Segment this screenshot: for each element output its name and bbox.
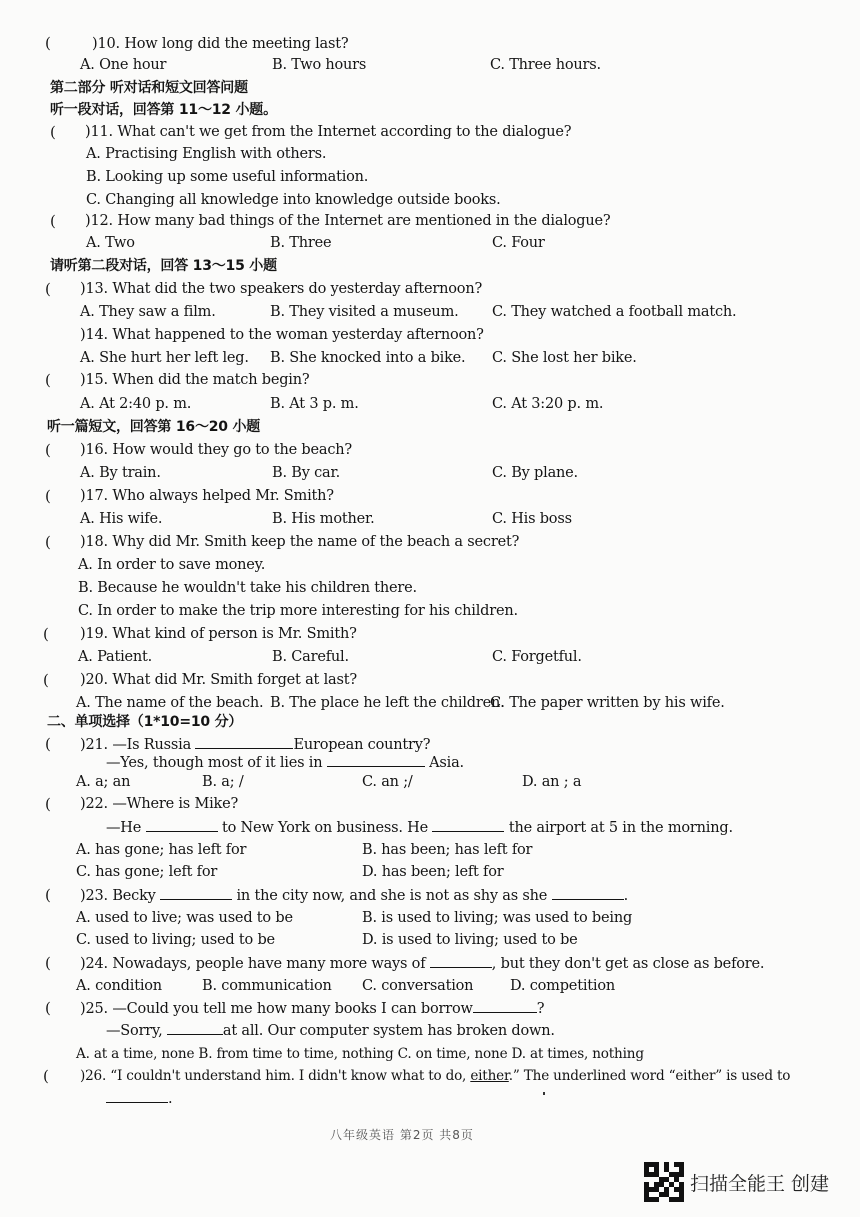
answer-paren[interactable]: ( <box>50 123 56 141</box>
q12-option-c[interactable]: C. Four <box>492 235 545 251</box>
q11-option-a[interactable]: A. Practising English with others. <box>86 146 327 162</box>
answer-paren[interactable]: ( <box>45 280 51 298</box>
question-17-stem: )17. Who always helped Mr. Smith? <box>80 488 334 504</box>
q13-option-a[interactable]: A. They saw a film. <box>80 304 216 320</box>
question-10-stem: )10. How long did the meeting last? <box>92 36 349 52</box>
q13-option-b[interactable]: B. They visited a museum. <box>270 304 459 320</box>
question-26-continuation: . <box>106 1089 172 1108</box>
qr-code-icon <box>644 1162 684 1202</box>
question-23-stem: )23. Becky in the city now, and she is not as shy as she . <box>80 888 628 904</box>
q24-option-d[interactable]: D. competition <box>510 978 615 994</box>
q16-option-c[interactable]: C. By plane. <box>492 465 578 481</box>
answer-paren[interactable]: ( <box>45 735 51 753</box>
answer-paren[interactable]: ( <box>45 954 51 972</box>
q13-option-c[interactable]: C. They watched a football match. <box>492 304 737 320</box>
q10-option-b[interactable]: B. Two hours <box>272 57 367 73</box>
q20-option-a[interactable]: A. The name of the beach. <box>76 695 264 711</box>
q24-option-a[interactable]: A. condition <box>76 978 162 994</box>
q21-option-a[interactable]: A. a; an <box>76 774 131 790</box>
question-15-stem: )15. When did the match begin? <box>80 372 310 388</box>
watermark-text: 扫描全能王 创建 <box>690 1172 830 1195</box>
q22-option-b[interactable]: B. has been; has left for <box>362 842 533 858</box>
q10-option-a[interactable]: A. One hour <box>80 57 167 73</box>
question-14-stem: )14. What happened to the woman yesterday afternoon? <box>80 327 484 343</box>
q20-option-b[interactable]: B. The place he left the children. <box>270 695 505 711</box>
answer-blank[interactable] <box>167 1021 223 1035</box>
q15-option-b[interactable]: B. At 3 p. m. <box>270 396 359 412</box>
q18-option-a[interactable]: A. In order to save money. <box>78 557 266 573</box>
question-22-reply: —He to New York on business. He the airport at 5 in the morning. <box>106 820 733 836</box>
answer-paren[interactable]: ( <box>45 533 51 551</box>
q25-options[interactable]: A. at a time, none B. from time to time, nothing C. on time, none D. at times, nothing <box>76 1046 644 1062</box>
question-16-stem: )16. How would they go to the beach? <box>80 442 352 458</box>
stray-mark <box>543 1092 545 1095</box>
q15-option-c[interactable]: C. At 3:20 p. m. <box>492 396 604 412</box>
answer-blank[interactable] <box>160 886 232 900</box>
q22-option-a[interactable]: A. has gone; has left for <box>76 842 247 858</box>
answer-blank[interactable] <box>552 886 624 900</box>
q22-option-d[interactable]: D. has been; left for <box>362 864 504 880</box>
q19-option-c[interactable]: C. Forgetful. <box>492 649 582 665</box>
question-26-stem: )26. “I couldn't understand him. I didn't know what to do, either.” The underlined word “either” is used to <box>80 1068 791 1084</box>
q16-option-b[interactable]: B. By car. <box>272 465 341 481</box>
q19-option-a[interactable]: A. Patient. <box>78 649 153 665</box>
answer-blank[interactable] <box>327 753 425 767</box>
answer-blank[interactable] <box>146 818 218 832</box>
q22-option-c[interactable]: C. has gone; left for <box>76 864 218 880</box>
section-heading-part3: 二、单项选择（1*10=10 分） <box>47 714 243 730</box>
q21-option-d[interactable]: D. an ; a <box>522 774 582 790</box>
question-21-reply: —Yes, though most of it lies in Asia. <box>106 755 464 771</box>
question-18-stem: )18. Why did Mr. Smith keep the name of the beach a secret? <box>80 534 520 550</box>
answer-blank[interactable] <box>473 999 537 1013</box>
q21-option-c[interactable]: C. an ;/ <box>362 774 413 790</box>
q15-option-a[interactable]: A. At 2:40 p. m. <box>80 396 192 412</box>
q12-option-a[interactable]: A. Two <box>86 235 135 251</box>
answer-paren[interactable]: ( <box>45 886 51 904</box>
underlined-word: either <box>470 1068 509 1084</box>
question-19-stem: )19. What kind of person is Mr. Smith? <box>80 626 357 642</box>
answer-blank[interactable] <box>432 818 504 832</box>
q18-option-b[interactable]: B. Because he wouldn't take his children there. <box>78 580 417 596</box>
q24-option-c[interactable]: C. conversation <box>362 978 474 994</box>
q20-option-c[interactable]: C. The paper written by his wife. <box>490 695 725 711</box>
question-25-stem: )25. —Could you tell me how many books I can borrow ? <box>80 1001 545 1017</box>
q17-option-a[interactable]: A. His wife. <box>80 511 163 527</box>
q23-option-a[interactable]: A. used to live; was used to be <box>76 910 293 926</box>
q17-option-c[interactable]: C. His boss <box>492 511 572 527</box>
answer-paren[interactable]: ( <box>43 1067 49 1085</box>
question-13-stem: )13. What did the two speakers do yesterday afternoon? <box>80 281 483 297</box>
question-25-reply: —Sorry, at all. Our computer system has broken down. <box>106 1023 555 1039</box>
q18-option-c[interactable]: C. In order to make the trip more interesting for his children. <box>78 603 518 619</box>
answer-paren[interactable]: ( <box>45 34 51 52</box>
question-21-stem: )21. —Is Russia European country? <box>80 737 431 753</box>
q19-option-b[interactable]: B. Careful. <box>272 649 349 665</box>
answer-paren[interactable]: ( <box>45 441 51 459</box>
q23-option-b[interactable]: B. is used to living; was used to being <box>362 910 633 926</box>
q14-option-c[interactable]: C. She lost her bike. <box>492 350 637 366</box>
question-20-stem: )20. What did Mr. Smith forget at last? <box>80 672 357 688</box>
q21-option-b[interactable]: B. a; / <box>202 774 244 790</box>
q12-option-b[interactable]: B. Three <box>270 235 332 251</box>
question-22-stem: )22. —Where is Mike? <box>80 796 239 812</box>
question-24-stem: )24. Nowadays, people have many more ways of , but they don't get as close as before. <box>80 956 765 972</box>
answer-paren[interactable]: ( <box>45 371 51 389</box>
answer-paren[interactable]: ( <box>45 999 51 1017</box>
answer-blank[interactable] <box>106 1089 168 1103</box>
question-12-stem: )12. How many bad things of the Internet are mentioned in the dialogue? <box>85 213 611 229</box>
answer-paren[interactable]: ( <box>50 212 56 230</box>
q24-option-b[interactable]: B. communication <box>202 978 332 994</box>
q10-option-c[interactable]: C. Three hours. <box>490 57 601 73</box>
answer-blank[interactable] <box>430 954 492 968</box>
page-footer: 八年级英语 第2页 共8页 <box>330 1128 474 1142</box>
q23-option-c[interactable]: C. used to living; used to be <box>76 932 275 948</box>
answer-paren[interactable]: ( <box>43 625 49 643</box>
subsection-heading-3: 听一篇短文，回答第 16～20 小题 <box>47 419 261 435</box>
answer-blank[interactable] <box>195 735 293 749</box>
q14-option-b[interactable]: B. She knocked into a bike. <box>270 350 466 366</box>
subsection-heading-2: 请听第二段对话，回答 13～15 小题 <box>50 258 277 274</box>
answer-paren[interactable]: ( <box>45 487 51 505</box>
q11-option-b[interactable]: B. Looking up some useful information. <box>86 169 369 185</box>
q17-option-b[interactable]: B. His mother. <box>272 511 375 527</box>
answer-paren[interactable]: ( <box>45 795 51 813</box>
q23-option-d[interactable]: D. is used to living; used to be <box>362 932 578 948</box>
scanner-watermark <box>644 1162 829 1202</box>
section-heading-part2: 第二部分 听对话和短文回答问题 <box>50 80 248 96</box>
q16-option-a[interactable]: A. By train. <box>80 465 161 481</box>
q11-option-c[interactable]: C. Changing all knowledge into knowledge outside books. <box>86 192 501 208</box>
q14-option-a[interactable]: A. She hurt her left leg. <box>80 350 249 366</box>
answer-paren[interactable]: ( <box>43 671 49 689</box>
subsection-heading-1: 听一段对话，回答第 11～12 小题。 <box>50 102 277 118</box>
question-11-stem: )11. What can't we get from the Internet according to the dialogue? <box>85 124 572 140</box>
